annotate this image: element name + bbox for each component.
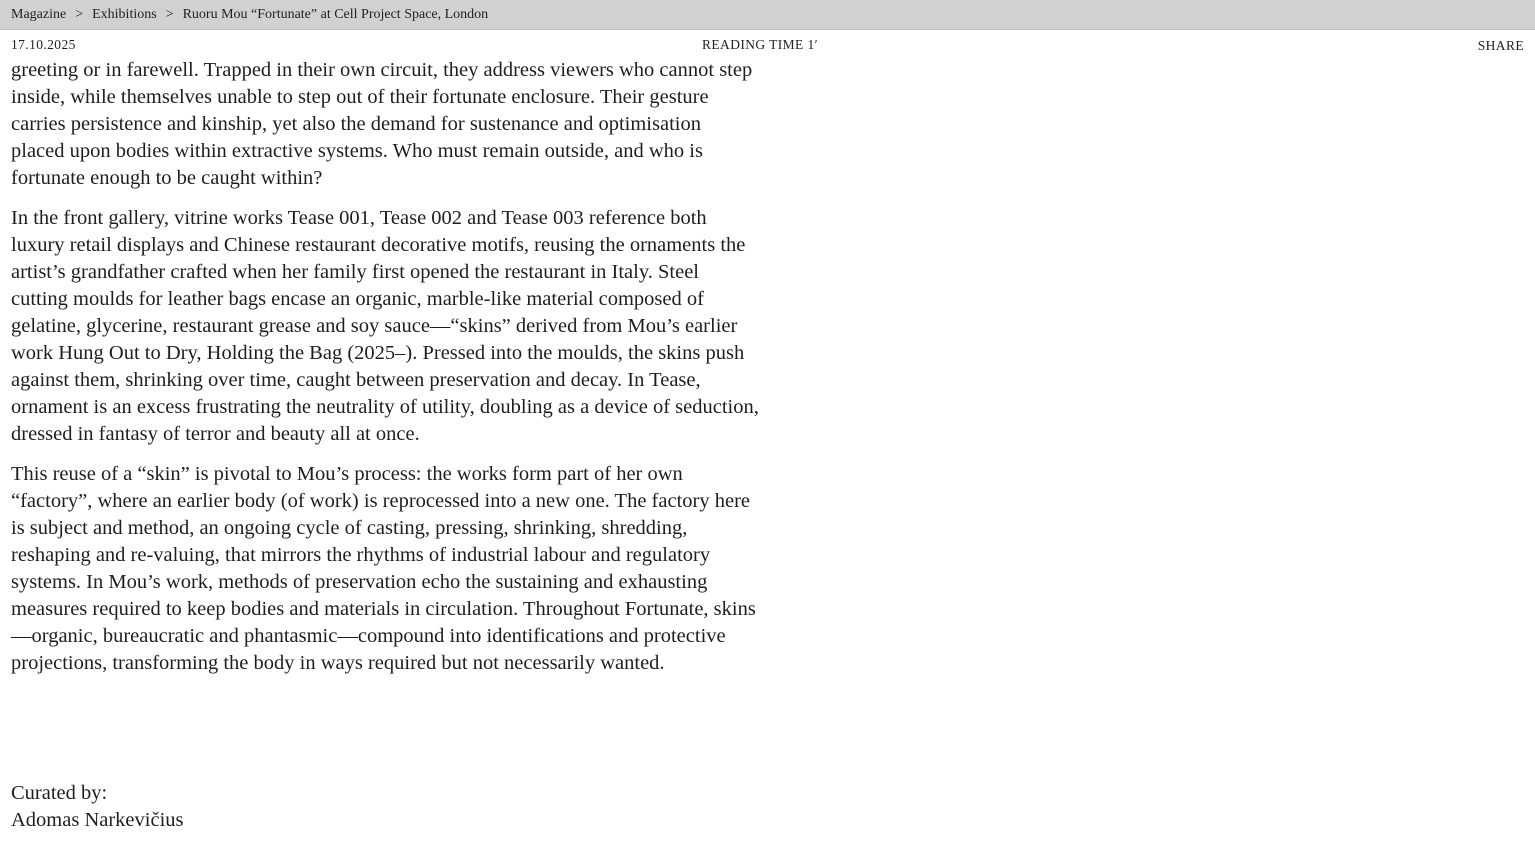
- breadcrumb-item-magazine[interactable]: Magazine: [11, 6, 67, 22]
- breadcrumb-item-exhibitions[interactable]: Exhibitions: [92, 6, 157, 22]
- article-body: [11, 57, 759, 677]
- share-button[interactable]: SHARE: [1477, 38, 1524, 53]
- article-meta-row: [0, 36, 1535, 56]
- reading-time: READING TIME 1′: [702, 37, 818, 52]
- curator-name: Adomas Narkevičius: [11, 809, 184, 831]
- breadcrumb-item-current-article[interactable]: Ruoru Mou “Fortunate” at Cell Project Space, London: [182, 6, 489, 22]
- breadcrumb-separator: >: [165, 6, 174, 22]
- article-paragraph: greeting or in farewell. Trapped in their own circuit, they address viewers who cannot step inside, while themselves unable to step out of their fortunate enclosure. Their gesture carries persistence and kinship, yet also the demand for sustenance and optimisation placed upon bodies within extractive systems. Who must remain outside, and who is fortunate enough to be caught within?: [11, 59, 753, 189]
- article-paragraph: In the front gallery, vitrine works Tease 001, Tease 002 and Tease 003 reference both luxury retail displays and Chinese restaurant decorative motifs, reusing the ornaments the artist’s grandfather crafted when her family first opened the restaurant in Italy. Steel cutting moulds for leather bags encase an organic, marble-like material composed of gelatine, glycerine, restaurant grease and soy sauce—“skins” derived from Mou’s earlier work Hung Out to Dry, Holding the Bag (2025–). Pressed into the moulds, the skins push against them, shrinking over time, caught between preservation and decay. In Tease, ornament is an excess frustrating the neutrality of utility, doubling as a device of seduction, dressed in fantasy of terror and beauty all at once.: [11, 207, 759, 445]
- curator-credit: [11, 780, 184, 834]
- article-paragraph: This reuse of a “skin” is pivotal to Mou’s process: the works form part of her own “factory”, where an earlier body (of work) is reprocessed into a new one. The factory here is subject and method, an ongoing cycle of casting, pressing, shrinking, shredding, reshaping and re-valuing, that mirrors the rhythms of industrial labour and regulatory systems. In Mou’s work, methods of preservation echo the sustaining and exhausting measures required to keep bodies and materials in circulation. Throughout Fortunate, skins—organic, bureaucratic and phantasmic—compound into identifications and protective projections, transforming the body in ways required but not necessarily wanted.: [11, 463, 756, 674]
- breadcrumb: [0, 0, 1535, 30]
- article-date: 17.10.2025: [11, 37, 76, 52]
- breadcrumb-separator: >: [75, 6, 84, 22]
- curator-label: Curated by:: [11, 782, 108, 804]
